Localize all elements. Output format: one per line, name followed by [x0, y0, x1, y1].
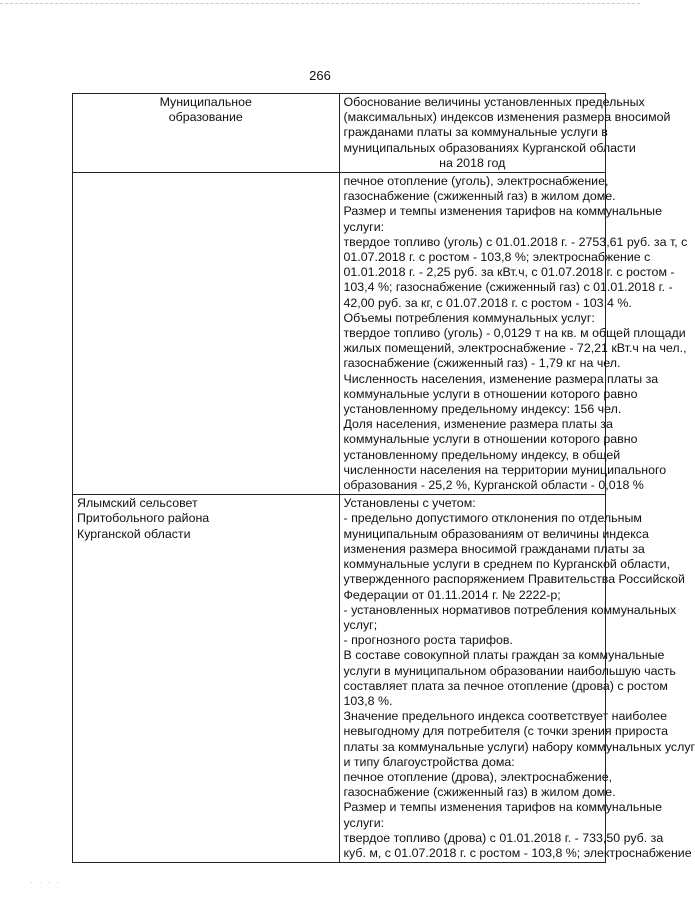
header-municipality: [73, 94, 340, 173]
text-line: платы за коммунальные услуги) набору коммунальных услуг: [343, 739, 695, 754]
text-line: и типу благоустройства дома:: [343, 754, 515, 769]
municipality-line: Курганской области: [77, 526, 191, 541]
text-line: Значение предельного индекса соответствует наиболее: [343, 709, 667, 724]
header-line: Обоснование величины установленных предельных: [343, 95, 645, 109]
text-line: куб. м, с 01.07.2018 г. с ростом - 103,8 %; электроснабжение: [343, 845, 692, 860]
text-line: твердое топливо (дрова) с 01.01.2018 г. - 733,50 руб. за: [343, 830, 664, 845]
table-row: [73, 173, 606, 495]
municipality-cell: [73, 173, 340, 495]
table-header-row: [73, 94, 606, 173]
table-row: [73, 495, 606, 863]
text-line: муниципальным образованиям от величины индекса: [343, 526, 649, 541]
tariff-index-table: [72, 93, 695, 863]
scan-artifact-line: [0, 3, 640, 4]
text-line: численности населения на территории муниципального: [343, 462, 667, 477]
header-line: гражданами платы за коммунальные услуги в: [343, 125, 608, 140]
text-line: Численность населения, изменение размера платы за: [343, 371, 659, 386]
text-line: твердое топливо (уголь) - 0,0129 т на кв. м общей площади: [343, 326, 686, 341]
text-line: 42,00 руб. за кг, с 01.07.2018 г. с ростом - 103,4 %.: [343, 295, 632, 310]
text-line: установленному предельному индексу: 156 чел.: [343, 402, 622, 417]
text-line: услуги:: [343, 219, 385, 234]
municipality-line: Притобольного района: [77, 511, 210, 526]
text-line: Объемы потребления коммунальных услуг:: [343, 310, 595, 325]
text-line: коммунальные услуги в отношении которого равно: [343, 432, 638, 447]
text-line: печное отопление (дрова), электроснабжение,: [343, 769, 613, 784]
text-line: В составе совокупной платы граждан за коммунальные: [343, 648, 665, 663]
text-line: невыгодному для потребителя (с точки зрения прироста: [343, 724, 668, 739]
text-line: коммунальные услуги в среднем по Курганской области,: [343, 557, 671, 572]
text-line: - установленных нормативов потребления коммунальных: [343, 602, 677, 617]
text-line: 01.01.2018 г. - 2,25 руб. за кВт.ч, с 01.07.2018 г. с ростом -: [343, 265, 675, 280]
municipality-cell: [73, 495, 340, 863]
text-line: печное отопление (уголь), электроснабжение,: [343, 174, 609, 189]
text-line: - прогнозного роста тарифов.: [343, 633, 513, 648]
text-line: составляет плата за печное отопление (дрова) с ростом: [343, 678, 668, 693]
text-line: газоснабжение (сжиженный газ) - 1,79 кг на чел.: [343, 356, 621, 371]
text-line: услуг;: [343, 617, 378, 632]
text-line: Размер и темпы изменения тарифов на коммунальные: [343, 204, 662, 219]
text-line: газоснабжение (сжиженный газ) в жилом доме.: [343, 189, 616, 204]
text-line: услуги в муниципальном образовании наибольшую часть: [343, 663, 676, 678]
header-line: на 2018 год: [439, 155, 506, 170]
text-line: изменения размера вносимой гражданами платы за: [343, 541, 645, 556]
text-line: Установлены с учетом:: [343, 496, 476, 511]
header-line: образование: [168, 110, 243, 125]
municipality-line: Ялымский сельсовет: [77, 496, 198, 511]
text-line: утвержденного распоряжением Правительства Российской: [343, 572, 685, 587]
text-line: образования - 25,2 %, Курганской области - 0,018 %: [343, 478, 644, 493]
header-line: Муниципальное: [159, 95, 252, 109]
justification-cell: [339, 495, 695, 863]
justification-cell: [339, 173, 688, 495]
text-line: жилых помещений, электроснабжение - 72,21 кВт.ч на чел.,: [343, 341, 687, 356]
header-justification: [339, 94, 671, 173]
header-line: муниципальных образованиях Курганской области: [343, 140, 636, 155]
text-line: услуги:: [343, 815, 385, 830]
text-line: Федерации от 01.11.2014 г. № 2222-р;: [343, 587, 561, 602]
text-line: газоснабжение (сжиженный газ) в жилом доме.: [343, 785, 616, 800]
text-line: 01.07.2018 г. с ростом - 103,8 %; электроснабжение с: [343, 250, 651, 265]
text-line: 103,4 %; газоснабжение (сжиженный газ) с 01.01.2018 г. -: [343, 280, 673, 295]
text-line: коммунальные услуги в отношении которого равно: [343, 386, 638, 401]
scan-artifact-marks: · · · ·: [30, 878, 62, 887]
header-line: (максимальных) индексов изменения размера вносимой: [343, 110, 671, 125]
text-line: установленному предельному индексу, в общей: [343, 447, 621, 462]
page-number: 266: [309, 68, 331, 83]
text-line: Размер и темпы изменения тарифов на коммунальные: [343, 800, 662, 815]
text-line: - предельно допустимого отклонения по отдельным: [343, 511, 642, 526]
text-line: Доля населения, изменение размера платы за: [343, 417, 613, 432]
text-line: твердое топливо (уголь) с 01.01.2018 г. - 2753,61 руб. за т, с: [343, 234, 688, 249]
text-line: 103,8 %.: [343, 693, 393, 708]
